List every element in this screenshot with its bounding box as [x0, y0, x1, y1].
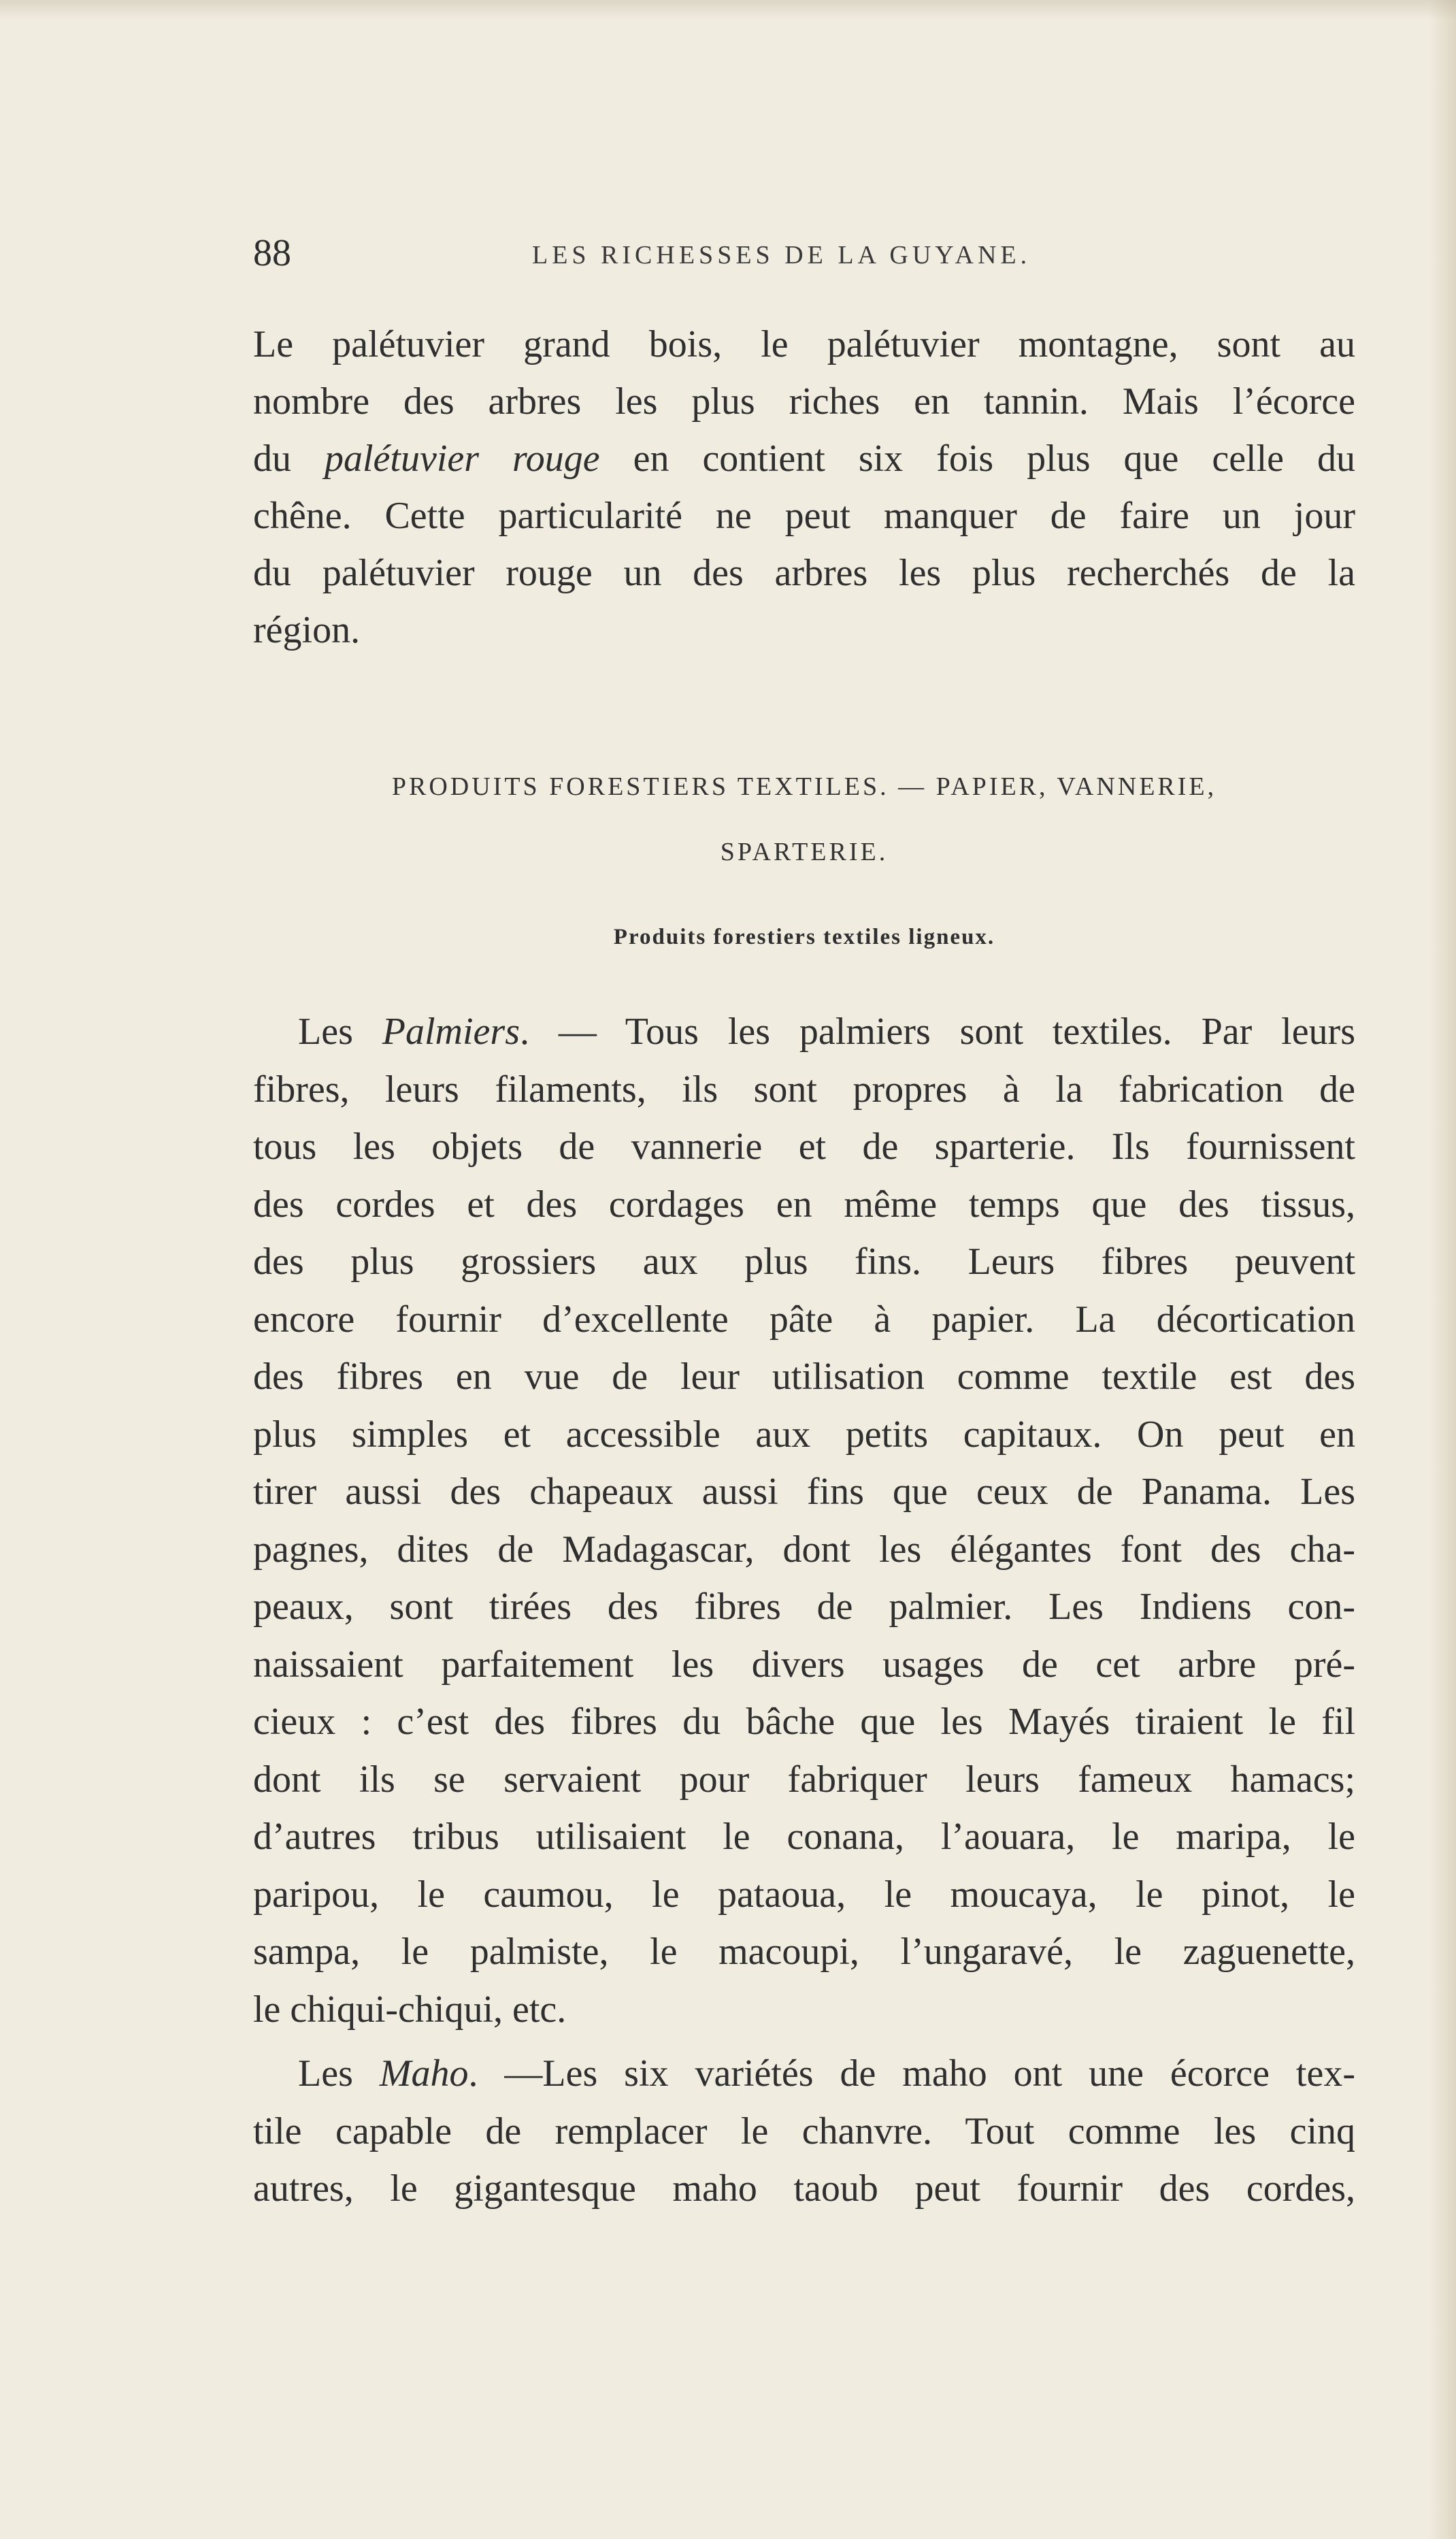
text-line	[253, 1003, 1355, 1061]
paragraph-palmiers	[253, 1003, 1355, 2038]
italic-term: Maho	[379, 2052, 469, 2095]
text-line: fibres, leurs filaments, ils sont propres à la fabrication de	[253, 1068, 1355, 1111]
text-line: plus simples et accessible aux petits capitaux. On peut en	[253, 1413, 1355, 1456]
text-line: paripou, le caumou, le pataoua, le moucaya, le pinot, le	[253, 1873, 1355, 1916]
text-line: région.	[253, 609, 361, 651]
paragraph-tannin	[253, 316, 1355, 659]
text-line: tirer aussi des chapeaux aussi fins que ceux de Panama. Les	[253, 1471, 1355, 1513]
text-line: sampa, le palmiste, le macoupi, l’ungaravé, le zaguenette,	[253, 1931, 1355, 1973]
page-number: 88	[253, 232, 291, 274]
text-run: . — Tous les palmiers sont textiles. Par leurs	[520, 1011, 1355, 1053]
text-line	[253, 430, 1355, 487]
text-line: des plus grossiers aux plus fins. Leurs fibres peuvent	[253, 1241, 1355, 1283]
text-run: du	[253, 438, 325, 480]
text-line: d’autres tribus utilisaient le conana, l’aouara, le maripa, le	[253, 1816, 1355, 1858]
text-line: le chiqui-chiqui, etc.	[253, 1988, 567, 2031]
italic-term: palétuvier rouge	[325, 438, 600, 480]
text-line: pagnes, dites de Madagascar, dont les élégantes font des cha-	[253, 1528, 1355, 1571]
page-edge-shadow-right	[1429, 0, 1456, 2539]
text-line: tous les objets de vannerie et de sparterie. Ils fournissent	[253, 1126, 1355, 1168]
text-line: autres, le gigantesque maho taoub peut fournir des cordes,	[253, 2167, 1355, 2210]
section-heading-line: PRODUITS FORESTIERS TEXTILES. — PAPIER, VANNERIE,	[391, 772, 1217, 801]
text-line: naissaient parfaitement les divers usages de cet arbre pré-	[253, 1643, 1355, 1686]
text-line: Le palétuvier grand bois, le palétuvier montagne, sont au	[253, 323, 1355, 365]
text-line: des fibres en vue de leur utilisation comme textile est des	[253, 1356, 1355, 1398]
running-title: LES RICHESSES DE LA GUYANE.	[532, 241, 1031, 269]
text-run: . —Les six variétés de maho ont une écorce tex-	[468, 2052, 1355, 2095]
italic-term: Palmiers	[382, 1011, 520, 1053]
text-line: des cordes et des cordages en même temps que des tissus,	[253, 1183, 1355, 1226]
text-line: nombre des arbres les plus riches en tannin. Mais l’écorce	[253, 380, 1355, 423]
subheading: Produits forestiers textiles ligneux.	[613, 925, 995, 949]
text-line: cieux : c’est des fibres du bâche que les Mayés tiraient le fil	[253, 1701, 1355, 1743]
text-run: Les	[298, 1011, 382, 1053]
text-line: dont ils se servaient pour fabriquer leurs fameux hamacs;	[253, 1758, 1355, 1801]
section-heading-line: SPARTERIE.	[720, 838, 889, 866]
text-line: encore fournir d’excellente pâte à papier. La décortication	[253, 1298, 1355, 1341]
section-heading	[253, 754, 1355, 885]
paragraph-maho	[253, 2045, 1355, 2218]
text-line: peaux, sont tirées des fibres de palmier. Les Indiens con-	[253, 1586, 1355, 1628]
text-line: tile capable de remplacer le chanvre. Tout comme les cinq	[253, 2110, 1355, 2152]
text-run: Les	[298, 2052, 380, 2095]
page-edge-shadow-top	[0, 0, 1456, 20]
running-head	[253, 233, 1110, 274]
text-line	[253, 2045, 1355, 2103]
text-run: en contient six fois plus que celle du	[599, 438, 1356, 480]
text-line: du palétuvier rouge un des arbres les plus recherchés de la	[253, 552, 1355, 594]
text-line: chêne. Cette particularité ne peut manquer de faire un jour	[253, 495, 1355, 537]
